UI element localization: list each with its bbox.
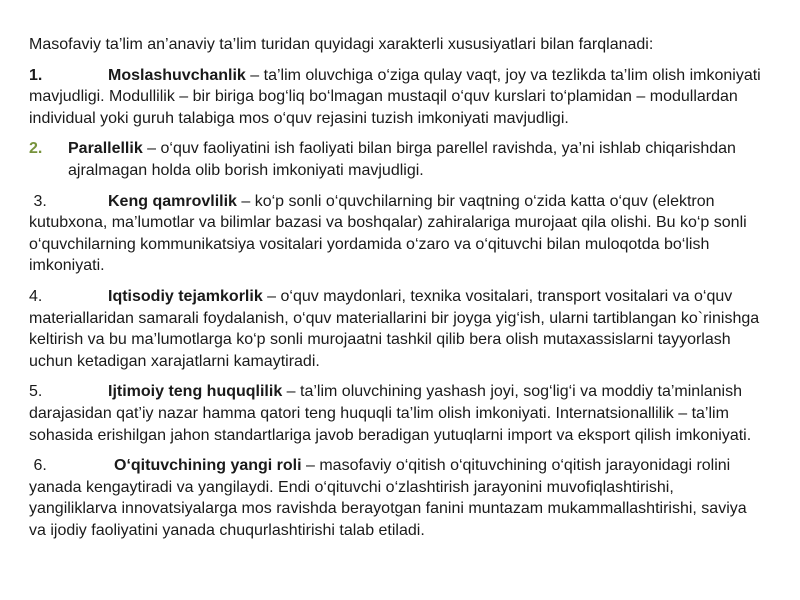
item-term: Ijtimoiy teng huquqlilik [108,383,283,401]
item-number: 1. [29,66,43,84]
item-term: Parallellik [68,140,143,158]
item-term: Keng qamrovlilik [108,192,237,210]
list-item-coverage [29,191,765,277]
item-term: O‘qituvchining yangi roli [114,457,302,475]
item-text: – o‘quv maydonlari, texnika vositalari, transport vositalari va o‘quv materiallaridan samarali foydalanish, o‘quv materiallarini bir joyga yig‘ish, ularni tartiblangan ko`rinishga keltirish va bu ma’lumotlarga ko‘p sonli murojaatni tashkil qilib bera olish mutaxassislarni tayyorlash uchun ketadigan xarajatlarni kamaytiradi. [29,287,760,370]
list-item-parallelism [29,138,765,181]
item-term: Moslashuvchanlik [108,66,246,84]
item-number: 6. [29,457,47,475]
document-page [29,34,765,550]
item-text: – o‘quv faoliyatini ish faoliyati bilan birga parellel ravishda, ya’ni ishlab chiqarishdan ajralmagan holda olib borish imkoniyati mavjudligi. [68,140,736,179]
list-item-economy [29,286,765,372]
item-text: – ko‘p sonli o‘quvchilarning bir vaqtning o‘zida katta o‘quv (elektron kutubxona, ma’lumotlar va bilimlar bazasi va boshqalar) zahiralariga murojaat qila olishi. Bu ko‘p sonli o‘quvchilarning kommunikatsiya vositalari yordamida o‘zaro va o‘qituvchi bilan muloqotda bo‘lish imkoniyati. [29,192,747,275]
intro-paragraph: Masofaviy ta’lim an’anaviy ta’lim turidan quyidagi xarakterli xususiyatlari bilan farqlanadi: [29,36,654,53]
list-item-equality [29,381,765,446]
item-text: – ta’lim oluvchiga o‘ziga qulay vaqt, joy va tezlikda ta’lim olish imkoniyati mavjudligi. Modullilik – bir biriga bog‘liq bo‘lmagan mustaqil o‘quv kurslari to‘plamidan – modullardan individual yoki guruh talabiga mos o‘quv rejasini tuzish imkoniyati mavjudligi. [29,66,761,127]
item-number: 4. [29,287,43,305]
list-item-teacher-role [29,455,765,541]
item-body [68,138,765,181]
list-item-flexibility [29,65,765,130]
item-number: 3. [29,192,47,210]
item-text: – ta’lim oluvchining yashash joyi, sog‘lig‘i va moddiy ta’minlanish darajasidan qat’iy nazar hamma qatori teng huquqli ta’lim olish imkoniyati. Internatsionallilik – ta’lim sohasida erishilgan jahon standartlariga javob beradigan yutuqlarni import va eksport qilish imkoniyati. [29,383,752,444]
item-term: Iqtisodiy tejamkorlik [108,287,263,305]
item-number: 2. [29,140,43,158]
item-text: – masofaviy o‘qitish o‘qituvchining o‘qitish jarayonidagi rolini yanada kengaytiradi va yangilaydi. Endi o‘qituvchi o‘zlashtirish jarayonini muvofiqlashtirishi, yangiliklarva innovatsiyalarga mos ravishda berayotgan fanini muntazam mukammallashtirishi, saviya va ijodiy faoliyatini yanada chuqurlashtirishi talab etiladi. [29,457,747,539]
item-number: 5. [29,383,43,401]
